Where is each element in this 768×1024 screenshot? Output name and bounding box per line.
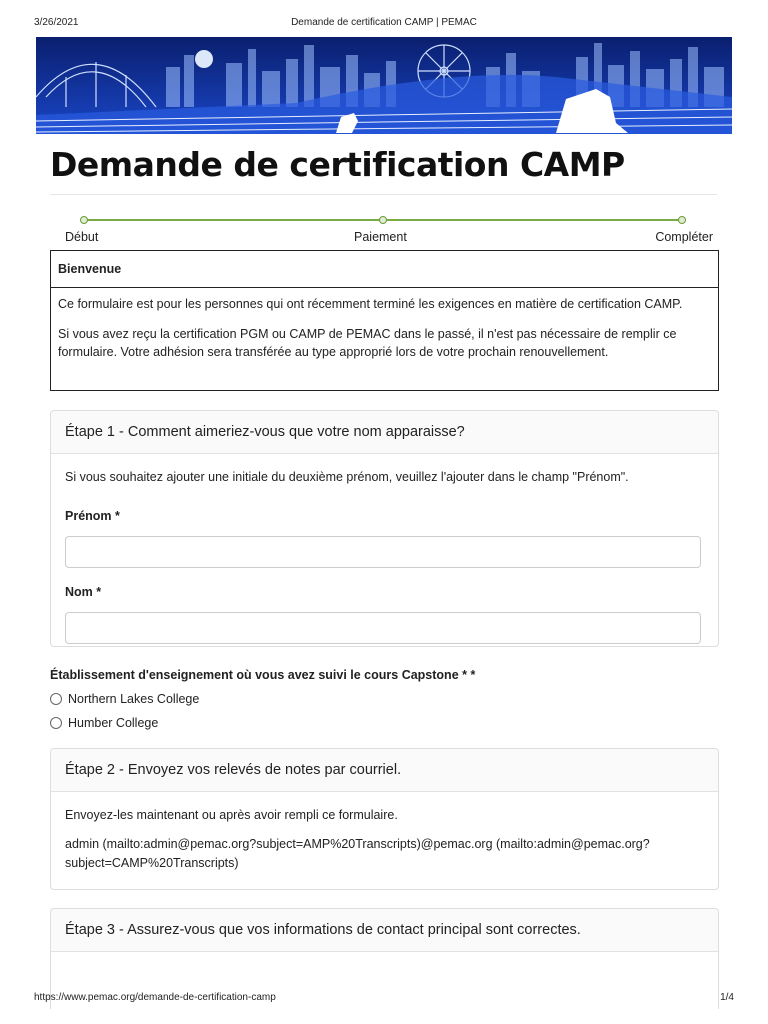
institution-label: Établissement d'enseignement où vous avez suivi le cours Capstone * * xyxy=(50,668,476,682)
print-url: https://www.pemac.org/demande-de-certification-camp xyxy=(34,992,276,1003)
institution-option-humber[interactable] xyxy=(50,714,158,732)
print-title: Demande de certification CAMP | PEMAC xyxy=(291,17,477,28)
welcome-paragraph-1: Ce formulaire est pour les personnes qui ont récemment terminé les exigences en matière de certification CAMP. xyxy=(58,297,683,311)
progress-dot-completer xyxy=(678,216,686,224)
last-name-label: Nom * xyxy=(65,585,102,599)
progress-dot-paiement xyxy=(379,216,387,224)
institution-option-label: Humber College xyxy=(68,716,159,730)
last-name-input[interactable] xyxy=(65,612,701,644)
institution-option-label: Northern Lakes College xyxy=(68,692,200,706)
print-header xyxy=(34,17,734,31)
print-footer xyxy=(34,992,734,1003)
step1-body xyxy=(51,454,718,644)
radio-circle-icon[interactable] xyxy=(50,693,62,705)
institution-option-northern-lakes[interactable] xyxy=(50,690,199,708)
step1-card xyxy=(50,410,719,647)
step1-hint: Si vous souhaitez ajouter une initiale du deuxième prénom, veuillez l'ajouter dans le champ "Prénom". xyxy=(65,470,629,484)
step2-title: Étape 2 - Envoyez vos relevés de notes par courriel. xyxy=(51,749,718,792)
progress-bar xyxy=(50,214,717,254)
welcome-box xyxy=(50,250,719,391)
progress-step-debut: Début xyxy=(65,230,99,244)
radio-circle-icon[interactable] xyxy=(50,717,62,729)
title-divider xyxy=(50,194,717,195)
progress-step-completer: Compléter xyxy=(655,230,713,244)
step1-title: Étape 1 - Comment aimeriez-vous que votre nom apparaisse? xyxy=(51,411,718,454)
print-date: 3/26/2021 xyxy=(34,17,79,28)
city-banner-image xyxy=(36,37,732,134)
step2-body xyxy=(51,792,718,873)
first-name-label: Prénom * xyxy=(65,509,120,523)
progress-dot-debut xyxy=(80,216,88,224)
welcome-body xyxy=(51,288,718,361)
progress-step-paiement: Paiement xyxy=(354,230,407,244)
step2-line1: Envoyez-les maintenant ou après avoir rempli ce formulaire. xyxy=(65,808,398,822)
first-name-input[interactable] xyxy=(65,536,701,568)
step2-email-links[interactable]: admin (mailto:admin@pemac.org?subject=AMP%20Transcripts)@pemac.org (mailto:admin@pemac.org?subject=CAMP%20Transcripts) xyxy=(65,837,650,870)
step2-card xyxy=(50,748,719,890)
step3-title: Étape 3 - Assurez-vous que vos informations de contact principal sont correctes. xyxy=(51,909,718,952)
page-number: 1/4 xyxy=(720,992,734,1003)
welcome-paragraph-2: Si vous avez reçu la certification PGM ou CAMP de PEMAC dans le passé, il n'est pas nécessaire de remplir ce formulaire. Votre adhésion sera transférée au type approprié lors de votre prochain renouvellement. xyxy=(58,327,677,359)
page-title: Demande de certification CAMP xyxy=(50,145,625,184)
welcome-heading: Bienvenue xyxy=(51,251,718,288)
